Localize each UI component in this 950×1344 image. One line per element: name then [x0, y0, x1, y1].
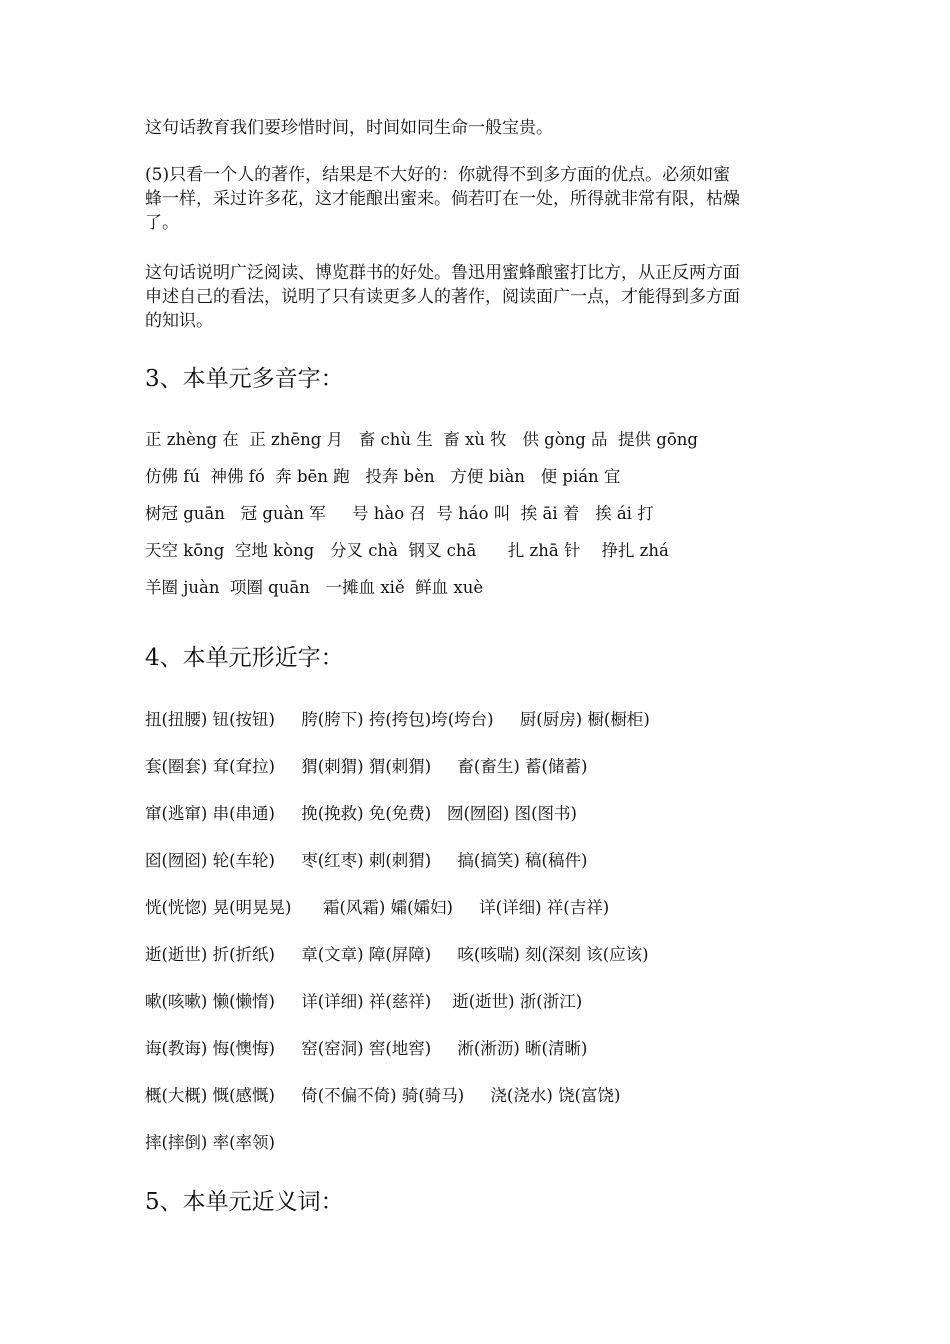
paragraph-summary-time: 这句话教育我们要珍惜时间，时间如同生命一般宝贵。: [145, 118, 553, 138]
similar-character-row: 套(圈套) 耷(耷拉) 猬(刺猬) 猬(刺猬) 畜(畜生) 蓄(储蓄): [145, 757, 588, 776]
polyphone-row: 树冠 guān 冠 guàn 军 号 hào 召 号 háo 叫 挨 āi 着 挨 ái 打: [145, 504, 654, 523]
similar-character-row: 诲(教诲) 悔(懊悔) 窑(窑洞) 窖(地窖) 淅(淅沥) 晰(清晰): [145, 1039, 588, 1058]
similar-character-row: 嗽(咳嗽) 懒(懒惰) 详(详细) 祥(慈祥) 逝(逝世) 浙(浙江): [145, 992, 583, 1011]
similar-character-row: 窜(逃窜) 串(串通) 挽(挽救) 免(免费) 囫(囫囵) 图(图书): [145, 804, 577, 823]
similar-character-row: 恍(恍惚) 晃(明晃晃) 霜(风霜) 孀(孀妇) 详(详细) 祥(吉祥): [145, 898, 610, 917]
similar-character-row: 概(大概) 慨(感慨) 倚(不偏不倚) 骑(骑马) 浇(浇水) 饶(富饶): [145, 1086, 621, 1105]
polyphone-row: 天空 kōng 空地 kòng 分叉 chà 钢叉 chā 扎 zhā 针 挣扎 zhá: [145, 541, 669, 560]
similar-character-row: 逝(逝世) 折(折纸) 章(文章) 障(屏障) 咳(咳喘) 刻(深刻 该(应该): [145, 945, 649, 964]
section-heading-similar-characters: 4、本单元形近字：: [145, 645, 344, 671]
similar-character-row: 摔(摔倒) 率(率领): [145, 1133, 275, 1152]
section-heading-polyphones: 3、本单元多音字：: [145, 366, 344, 392]
paragraph-quote-5: (5)只看一个人的著作，结果是不大好的：你就得不到多方面的优点。必须如蜜 蜂一样，采过许多花，这才能酿出蜜来。倘若叮在一处，所得就非常有限，枯燥 了。: [145, 165, 740, 233]
similar-character-row: 囵(囫囵) 轮(车轮) 枣(红枣) 刺(刺猬) 搞(搞笑) 稿(稿件): [145, 851, 588, 870]
polyphone-row: 仿佛 fú 神佛 fó 奔 bēn 跑 投奔 bèn 方便 biàn 便 pián 宜: [145, 467, 621, 486]
polyphone-row: 羊圈 juàn 项圈 quān 一摊血 xiě 鲜血 xuè: [145, 578, 484, 597]
paragraph-summary-reading: 这句话说明广泛阅读、博览群书的好处。鲁迅用蜜蜂酿蜜打比方，从正反两方面 申述自己的看法，说明了只有读更多人的著作，阅读面广一点，才能得到多方面 的知识。: [145, 263, 740, 331]
section-heading-synonyms: 5、本单元近义词：: [145, 1189, 344, 1215]
polyphone-row: 正 zhèng 在 正 zhēng 月 畜 chù 生 畜 xù 牧 供 gòng 品 提供 gōng: [145, 430, 698, 449]
similar-character-row: 扭(扭腰) 钮(按钮) 胯(胯下) 挎(挎包)垮(垮台) 厨(厨房) 橱(橱柜): [145, 710, 650, 729]
